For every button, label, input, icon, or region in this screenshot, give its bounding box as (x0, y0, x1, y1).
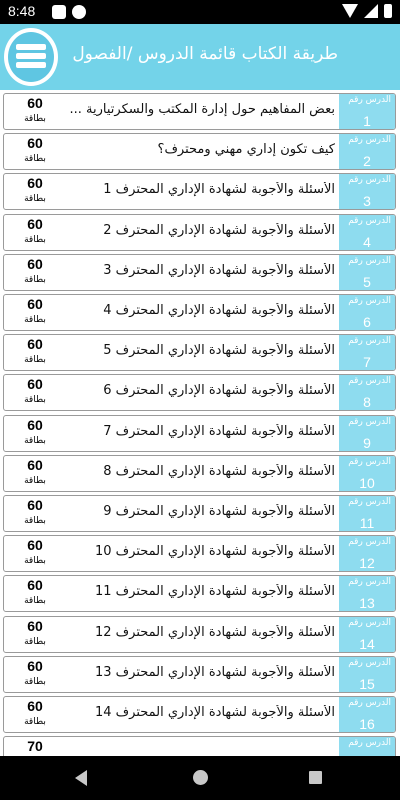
card-count-box (4, 335, 66, 370)
app-logo (4, 28, 58, 86)
home-icon[interactable] (193, 770, 208, 785)
card-count-box (4, 416, 66, 451)
notification-icon (72, 5, 86, 19)
lesson-label: الدرس رقم (348, 376, 391, 387)
lesson-title: الأسئلة والأجوبة لشهادة الإداري المحترف 9 (103, 504, 335, 519)
lesson-number-box (339, 134, 395, 169)
lesson-label: الدرس رقم (348, 336, 391, 347)
lesson-title: الأسئلة والأجوبة لشهادة الإداري المحترف 8 (103, 463, 335, 479)
lesson-number-box (339, 215, 395, 250)
lesson-label: الدرس رقم (348, 175, 391, 186)
card-count-label: بطاقة (24, 717, 46, 727)
card-count-box (4, 697, 66, 732)
lesson-number: 3 (363, 193, 371, 210)
card-count: 60 (27, 698, 43, 714)
card-count: 60 (27, 135, 43, 152)
card-count-label: بطاقة (24, 234, 46, 245)
lesson-number-box (339, 496, 395, 531)
card-count-label: بطاقة (24, 154, 46, 165)
books-icon (8, 32, 54, 82)
lesson-row[interactable] (3, 374, 396, 411)
lesson-title: الأسئلة والأجوبة لشهادة الإداري المحترف 7 (103, 423, 335, 439)
status-time: 8:48 (8, 3, 36, 19)
lesson-number-box (339, 94, 395, 129)
card-count-label: بطاقة (24, 516, 46, 526)
lesson-title: الأسئلة والأجوبة لشهادة الإداري المحترف 6 (103, 383, 335, 399)
lesson-number-box (339, 657, 395, 692)
card-count-box (4, 617, 66, 652)
lesson-number-box (339, 335, 395, 370)
navigation-bar (0, 756, 400, 800)
lesson-number: 10 (359, 474, 375, 491)
card-count: 60 (27, 95, 43, 111)
lesson-title: الأسئلة والأجوبة لشهادة الإداري المحترف 1 (103, 182, 335, 198)
card-count: 60 (27, 416, 43, 433)
lesson-row[interactable] (3, 294, 396, 331)
lesson-row[interactable] (3, 616, 396, 653)
lesson-row[interactable] (3, 254, 396, 291)
card-count: 60 (27, 657, 43, 674)
lesson-row[interactable] (3, 535, 396, 572)
lesson-title: كيف تكون إداري مهني ومحترف؟ (157, 142, 335, 158)
signal-icon (364, 4, 378, 18)
card-count: 60 (27, 255, 43, 272)
lesson-label: الدرس رقم (348, 577, 391, 588)
lesson-title: الأسئلة والأجوبة لشهادة الإداري المحترف 4 (103, 303, 335, 318)
lesson-number-box (339, 295, 395, 330)
lesson-number: 2 (363, 153, 371, 170)
card-count-label: بطاقة (24, 395, 46, 406)
lesson-label: الدرس رقم (348, 617, 391, 628)
lesson-number: 1 (363, 113, 371, 129)
card-count: 60 (27, 336, 43, 353)
card-count-label: بطاقة (24, 596, 46, 607)
lesson-title: الأسئلة والأجوبة لشهادة الإداري المحترف 2 (103, 222, 335, 238)
lesson-label: الدرس رقم (348, 497, 391, 507)
card-count-label: بطاقة (24, 194, 46, 205)
lesson-row[interactable] (3, 415, 396, 452)
lesson-number-box (339, 456, 395, 491)
lesson-title: الأسئلة والأجوبة لشهادة الإداري المحترف 3 (103, 262, 335, 278)
lesson-title: الأسئلة والأجوبة لشهادة الإداري المحترف 11 (94, 584, 335, 600)
lesson-row[interactable] (3, 495, 396, 532)
lesson-number: 12 (359, 555, 375, 572)
lesson-title: الأسئلة والأجوبة لشهادة الإداري المحترف 14 (94, 705, 335, 720)
lesson-number-box (339, 576, 395, 611)
lesson-label: الدرس رقم (348, 537, 391, 548)
lesson-number-box (339, 697, 395, 732)
card-count-box (4, 536, 66, 571)
lesson-number: 14 (359, 635, 375, 652)
lesson-number: 15 (359, 675, 375, 692)
lesson-number: 5 (363, 273, 371, 290)
card-count-box (4, 215, 66, 250)
card-count-label: بطاقة (24, 315, 46, 325)
card-count: 60 (27, 537, 43, 554)
lesson-label: الدرس رقم (348, 95, 391, 105)
card-count-box (4, 496, 66, 531)
lesson-title: الأسئلة والأجوبة لشهادة الإداري المحترف 10 (94, 544, 335, 560)
card-count-label: بطاقة (24, 274, 46, 285)
lesson-number: 16 (359, 716, 375, 732)
lesson-number-box (339, 174, 395, 209)
wifi-icon (342, 4, 358, 18)
card-count: 60 (27, 215, 43, 232)
lesson-row[interactable] (3, 173, 396, 210)
card-count-box (4, 255, 66, 290)
back-icon[interactable] (75, 770, 87, 786)
card-count: 70 (27, 738, 43, 755)
lesson-number-box (339, 536, 395, 571)
lesson-number-box (339, 617, 395, 652)
lesson-row[interactable] (3, 696, 396, 733)
lesson-title: الأسئلة والأجوبة لشهادة الإداري المحترف 13 (94, 664, 335, 680)
lesson-number: 8 (363, 394, 371, 411)
lesson-title: بعض المفاهيم حول إدارة المكتب والسكرتيارية ... (69, 102, 335, 117)
lesson-number-box (339, 375, 395, 410)
notification-icon (52, 5, 66, 19)
card-count-box (4, 576, 66, 611)
lesson-number: 4 (363, 233, 371, 250)
card-count-label: بطاقة (24, 556, 46, 567)
card-count: 60 (27, 456, 43, 473)
lesson-row[interactable] (3, 575, 396, 612)
card-count-label: بطاقة (24, 355, 46, 366)
card-count: 60 (27, 376, 43, 393)
lesson-label: الدرس رقم (348, 698, 391, 708)
battery-icon (384, 4, 392, 18)
lesson-row[interactable] (3, 133, 396, 170)
app-header (0, 24, 400, 90)
card-count: 60 (27, 497, 43, 513)
recent-apps-icon[interactable] (309, 771, 322, 784)
lesson-title: الأسئلة والأجوبة لشهادة الإداري المحترف 12 (94, 624, 335, 640)
lesson-row[interactable] (3, 334, 396, 371)
lesson-row[interactable] (3, 656, 396, 693)
lesson-number: 9 (363, 434, 371, 451)
lesson-row[interactable] (3, 93, 396, 130)
card-count-box (4, 375, 66, 410)
card-count-label: بطاقة (24, 114, 46, 124)
card-count-box (4, 134, 66, 169)
card-count: 60 (27, 577, 43, 594)
card-count-box (4, 295, 66, 330)
lesson-label: الدرس رقم (348, 255, 391, 266)
card-count: 60 (27, 617, 43, 634)
lesson-label: الدرس رقم (348, 215, 391, 226)
lesson-label: الدرس رقم (348, 296, 391, 306)
card-count-box (4, 657, 66, 692)
lesson-row[interactable] (3, 455, 396, 492)
card-count-box (4, 174, 66, 209)
card-count-label: بطاقة (24, 435, 46, 446)
lesson-number-box (339, 416, 395, 451)
page-title: طريقة الكتاب قائمة الدروس /الفصول (72, 44, 338, 64)
lesson-row[interactable] (3, 214, 396, 251)
lesson-number: 7 (363, 354, 371, 371)
lesson-number: 6 (363, 314, 371, 330)
lesson-label: الدرس رقم (348, 416, 391, 427)
lesson-number: 13 (359, 595, 375, 612)
card-count-label: بطاقة (24, 475, 46, 486)
lesson-title: الأسئلة والأجوبة لشهادة الإداري المحترف 5 (103, 343, 335, 359)
status-bar (0, 0, 400, 24)
card-count: 60 (27, 175, 43, 192)
lesson-label: الدرس رقم (348, 657, 391, 668)
card-count-label: بطاقة (24, 636, 46, 647)
lesson-label: الدرس رقم (348, 738, 391, 749)
card-count-box (4, 94, 66, 129)
lesson-label: الدرس رقم (348, 135, 391, 146)
lesson-number-box (339, 255, 395, 290)
card-count-box (4, 456, 66, 491)
lesson-label: الدرس رقم (348, 456, 391, 467)
card-count: 60 (27, 296, 43, 312)
lesson-number: 11 (359, 515, 375, 531)
card-count-label: بطاقة (24, 676, 46, 687)
